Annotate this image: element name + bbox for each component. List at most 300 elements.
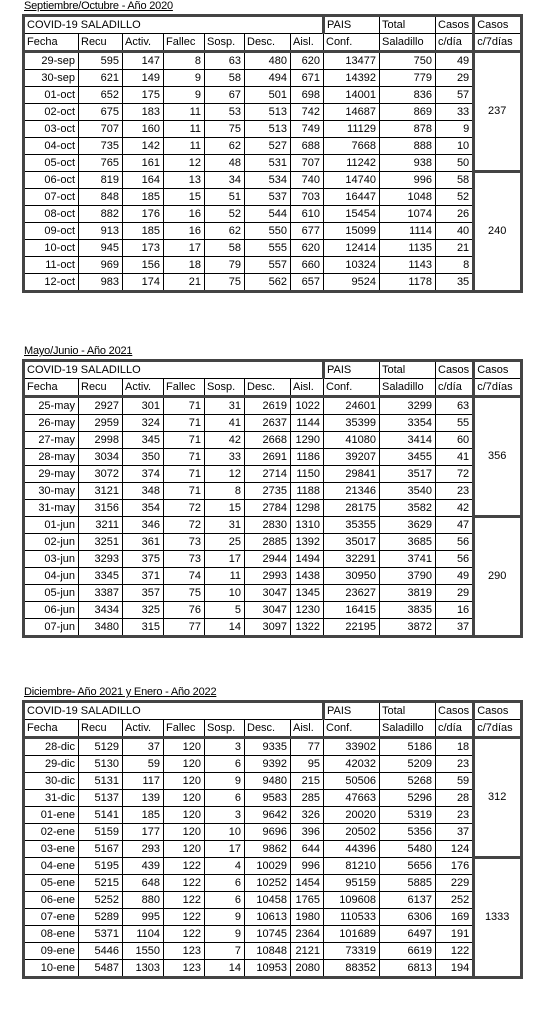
table-cell: 73319 (324, 943, 380, 960)
table-cell: 58 (205, 70, 245, 87)
table-cell: 293 (123, 841, 164, 858)
table-cell: 869 (380, 104, 436, 121)
table-cell: 122 (164, 858, 205, 875)
table-cell: 3455 (380, 449, 436, 466)
column-header: Aisl. (291, 34, 324, 52)
table-cell: 72 (164, 500, 205, 517)
column-header: Fallec (164, 34, 205, 52)
table-cell: 25 (205, 534, 245, 551)
table-cell: 765 (79, 155, 123, 172)
table-cell: 169 (436, 909, 474, 926)
table-cell: 3 (205, 807, 245, 824)
table-cell: 59 (436, 773, 474, 790)
table-row (24, 223, 522, 240)
table-cell: 2885 (245, 534, 291, 551)
table-cell: 05-ene (24, 875, 79, 892)
column-header: Saladillo (380, 379, 436, 397)
table-row (24, 189, 522, 206)
table-cell: 76 (164, 602, 205, 619)
column-header: Recu (79, 379, 123, 397)
table-cell: 215 (291, 773, 324, 790)
table-cell: 10252 (245, 875, 291, 892)
table-cell: 779 (380, 70, 436, 87)
table-cell: 2993 (245, 568, 291, 585)
column-header: Sosp. (205, 720, 245, 738)
table-cell: 55 (436, 415, 474, 432)
table-cell: 03-oct (24, 121, 79, 138)
column-header: Desc. (245, 720, 291, 738)
table-cell: 6619 (380, 943, 436, 960)
table-cell: 10029 (245, 858, 291, 875)
table-cell: 29-may (24, 466, 79, 483)
table-cell: 120 (164, 841, 205, 858)
table-cell: 29841 (324, 466, 380, 483)
table-row (24, 449, 522, 466)
table-cell: 10953 (245, 960, 291, 978)
table-cell: 3629 (380, 517, 436, 534)
column-header: c/día (436, 379, 474, 397)
table-cell: 15454 (324, 206, 380, 223)
table-cell: 08-ene (24, 926, 79, 943)
table-cell: 494 (245, 70, 291, 87)
table-cell: 354 (123, 500, 164, 517)
table-cell: 41 (436, 449, 474, 466)
table-row (24, 274, 522, 292)
table-cell: 5129 (79, 738, 123, 756)
table-cell: 1186 (291, 449, 324, 466)
table-cell: 671 (291, 70, 324, 87)
table-cell: 3741 (380, 551, 436, 568)
table-cell: 01-oct (24, 87, 79, 104)
table-cell: 35355 (324, 517, 380, 534)
column-header: Activ. (123, 34, 164, 52)
table-cell: 75 (164, 585, 205, 602)
table-cell: 21346 (324, 483, 380, 500)
table-cell: 439 (123, 858, 164, 875)
table-cell: 10848 (245, 943, 291, 960)
table-title: COVID-19 SALADILLO (24, 16, 324, 34)
table-cell: 660 (291, 257, 324, 274)
table-cell: 9 (436, 121, 474, 138)
table-cell: 848 (79, 189, 123, 206)
table-cell: 30-sep (24, 70, 79, 87)
table-cell: 28-dic (24, 738, 79, 756)
table-cell: 5209 (380, 756, 436, 773)
table-cell: 3582 (380, 500, 436, 517)
table-cell: 5356 (380, 824, 436, 841)
column-header: Saladillo (380, 34, 436, 52)
table-cell: 2735 (245, 483, 291, 500)
table-row (24, 875, 522, 892)
header-pais: PAIS (324, 702, 380, 720)
table-cell: 176 (436, 858, 474, 875)
table-cell: 12 (164, 155, 205, 172)
table-cell: 1022 (291, 397, 324, 415)
table-cell: 9 (205, 909, 245, 926)
table-cell: 147 (123, 52, 164, 70)
table-cell: 71 (164, 432, 205, 449)
table-cell: 29-dic (24, 756, 79, 773)
covid-table (22, 14, 523, 293)
table-cell: 10613 (245, 909, 291, 926)
table-cell: 707 (291, 155, 324, 172)
table-cell: 5159 (79, 824, 123, 841)
table-cell: 71 (164, 397, 205, 415)
section-title: Septiembre/Octubre - Año 2020 (24, 0, 173, 12)
table-cell: 1303 (123, 960, 164, 978)
column-header: Sosp. (205, 34, 245, 52)
header-total: Total (380, 16, 436, 34)
table-cell: 11-oct (24, 257, 79, 274)
table-cell: 42 (436, 500, 474, 517)
table-cell: 41 (205, 415, 245, 432)
table-cell: 27-may (24, 432, 79, 449)
table-row (24, 551, 522, 568)
table-cell: 374 (123, 466, 164, 483)
table-cell: 345 (123, 432, 164, 449)
table-cell: 742 (291, 104, 324, 121)
table-cell: 17 (205, 841, 245, 858)
table-cell: 16415 (324, 602, 380, 619)
table-row (24, 943, 522, 960)
table-cell: 49 (436, 568, 474, 585)
table-cell: 1188 (291, 483, 324, 500)
table-cell: 122 (164, 909, 205, 926)
table-cell: 01-ene (24, 807, 79, 824)
table-cell: 5167 (79, 841, 123, 858)
table-cell: 3387 (79, 585, 123, 602)
table-cell: 11242 (324, 155, 380, 172)
table-cell: 501 (245, 87, 291, 104)
table-cell: 882 (79, 206, 123, 223)
table-cell: 52 (205, 206, 245, 223)
table-cell: 149 (123, 70, 164, 87)
table-cell: 1114 (380, 223, 436, 240)
table-cell: 77 (164, 619, 205, 637)
table-cell: 5446 (79, 943, 123, 960)
column-header: c/7días (474, 720, 522, 738)
table-cell: 174 (123, 274, 164, 292)
table-cell: 16 (164, 206, 205, 223)
table-title: COVID-19 SALADILLO (24, 702, 324, 720)
table-cell: 35017 (324, 534, 380, 551)
table-cell: 301 (123, 397, 164, 415)
table-cell: 1550 (123, 943, 164, 960)
table-cell: 5252 (79, 892, 123, 909)
column-header: Activ. (123, 379, 164, 397)
table-cell: 10-ene (24, 960, 79, 978)
table-cell: 08-oct (24, 206, 79, 223)
table-cell: 58 (436, 172, 474, 189)
table-cell: 05-jun (24, 585, 79, 602)
table-cell: 173 (123, 240, 164, 257)
table-cell: 5319 (380, 807, 436, 824)
table-cell: 7668 (324, 138, 380, 155)
table-cell: 120 (164, 756, 205, 773)
table-cell: 698 (291, 87, 324, 104)
table-cell: 24601 (324, 397, 380, 415)
table-cell: 183 (123, 104, 164, 121)
covid-table (22, 700, 523, 979)
table-cell: 513 (245, 104, 291, 121)
table-row (24, 619, 522, 637)
table-cell: 357 (123, 585, 164, 602)
table-cell: 06-oct (24, 172, 79, 189)
table-cell: 14001 (324, 87, 380, 104)
table-cell: 2944 (245, 551, 291, 568)
column-header: Fallec (164, 720, 205, 738)
covid-table (22, 359, 523, 638)
table-cell: 2668 (245, 432, 291, 449)
table-cell: 1143 (380, 257, 436, 274)
table-row (24, 960, 522, 978)
table-cell: 10458 (245, 892, 291, 909)
table-cell: 16 (164, 223, 205, 240)
table-cell: 5480 (380, 841, 436, 858)
column-header: Desc. (245, 379, 291, 397)
table-cell: 1438 (291, 568, 324, 585)
table-row (24, 585, 522, 602)
table-cell: 5 (205, 602, 245, 619)
table-cell: 120 (164, 807, 205, 824)
table-cell: 14392 (324, 70, 380, 87)
table-cell: 550 (245, 223, 291, 240)
table-cell: 8 (164, 52, 205, 70)
table-cell: 2830 (245, 517, 291, 534)
table-cell: 124 (436, 841, 474, 858)
table-cell: 610 (291, 206, 324, 223)
table-cell: 109608 (324, 892, 380, 909)
table-cell: 81210 (324, 858, 380, 875)
table-cell: 120 (164, 738, 205, 756)
header-row-columns (24, 379, 522, 397)
table-cell: 1230 (291, 602, 324, 619)
table-cell: 29 (436, 585, 474, 602)
table-cell: 396 (291, 824, 324, 841)
table-cell: 53 (205, 104, 245, 121)
table-cell: 2080 (291, 960, 324, 978)
table-cell: 1980 (291, 909, 324, 926)
table-cell: 11 (164, 104, 205, 121)
table-cell: 969 (79, 257, 123, 274)
column-header: c/7días (474, 34, 522, 52)
header-casos: Casos (436, 361, 474, 379)
table-cell: 120 (164, 824, 205, 841)
table-cell: 03-ene (24, 841, 79, 858)
table-cell: 122 (164, 875, 205, 892)
table-cell: 123 (164, 960, 205, 978)
table-cell: 10 (205, 824, 245, 841)
table-cell: 02-jun (24, 534, 79, 551)
table-cell: 56 (436, 551, 474, 568)
table-cell: 71 (164, 415, 205, 432)
header-casos: Casos (436, 702, 474, 720)
table-row (24, 790, 522, 807)
table-cell: 620 (291, 52, 324, 70)
table-cell: 75 (205, 121, 245, 138)
table-cell: 14 (205, 960, 245, 978)
table-cell: 31-dic (24, 790, 79, 807)
table-cell: 749 (291, 121, 324, 138)
table-cell: 09-oct (24, 223, 79, 240)
table-cell: 72 (436, 466, 474, 483)
table-cell: 621 (79, 70, 123, 87)
table-cell: 31-may (24, 500, 79, 517)
table-cell: 348 (123, 483, 164, 500)
table-cell: 5487 (79, 960, 123, 978)
table-cell: 5885 (380, 875, 436, 892)
table-cell: 161 (123, 155, 164, 172)
table-cell: 16 (436, 602, 474, 619)
table-cell: 9 (164, 87, 205, 104)
table-cell: 15099 (324, 223, 380, 240)
table-cell: 375 (123, 551, 164, 568)
table-cell: 836 (380, 87, 436, 104)
table-cell: 6 (205, 875, 245, 892)
table-cell: 3540 (380, 483, 436, 500)
table-cell: 07-jun (24, 619, 79, 637)
table-cell: 9 (205, 926, 245, 943)
table-cell: 122 (164, 926, 205, 943)
table-cell: 04-oct (24, 138, 79, 155)
table-cell: 3251 (79, 534, 123, 551)
table-row (24, 121, 522, 138)
table-cell: 33 (436, 104, 474, 121)
table-cell: 12414 (324, 240, 380, 257)
table-cell: 23 (436, 483, 474, 500)
table-cell: 123 (164, 943, 205, 960)
table-cell: 35399 (324, 415, 380, 432)
table-cell: 1392 (291, 534, 324, 551)
table-cell: 983 (79, 274, 123, 292)
table-cell: 3480 (79, 619, 123, 637)
table-cell: 60 (436, 432, 474, 449)
table-cell: 557 (245, 257, 291, 274)
table-cell: 34 (205, 172, 245, 189)
table-cell: 62 (205, 223, 245, 240)
table-cell: 21 (436, 240, 474, 257)
table-cell: 3072 (79, 466, 123, 483)
table-cell: 325 (123, 602, 164, 619)
table-cell: 11 (164, 138, 205, 155)
table-cell: 9642 (245, 807, 291, 824)
table-cell: 9480 (245, 773, 291, 790)
table-cell: 73 (164, 534, 205, 551)
column-header: Fecha (24, 379, 79, 397)
table-cell: 3034 (79, 449, 123, 466)
table-cell: 1322 (291, 619, 324, 637)
table-cell: 20020 (324, 807, 380, 824)
table-cell: 22195 (324, 619, 380, 637)
table-row (24, 206, 522, 223)
table-cell: 14740 (324, 172, 380, 189)
table-cell: 9524 (324, 274, 380, 292)
table-row (24, 841, 522, 858)
table-cell: 185 (123, 807, 164, 824)
table-row (24, 773, 522, 790)
table-cell: 4 (205, 858, 245, 875)
table-cell: 14 (205, 619, 245, 637)
table-cell: 29-sep (24, 52, 79, 70)
table-cell: 480 (245, 52, 291, 70)
table-cell: 5137 (79, 790, 123, 807)
weekly-cases-cell: 356 (474, 397, 522, 517)
table-cell: 07-oct (24, 189, 79, 206)
table-cell: 40 (436, 223, 474, 240)
table-cell: 33 (205, 449, 245, 466)
column-header: Aisl. (291, 379, 324, 397)
table-cell: 6 (205, 790, 245, 807)
table-cell: 49 (436, 52, 474, 70)
table-cell: 13477 (324, 52, 380, 70)
section-title: Diciembre- Año 2021 y Enero - Año 2022 (24, 686, 217, 698)
table-cell: 285 (291, 790, 324, 807)
table-cell: 28175 (324, 500, 380, 517)
column-header: c/7días (474, 379, 522, 397)
table-cell: 2784 (245, 500, 291, 517)
table-cell: 252 (436, 892, 474, 909)
table-cell: 3819 (380, 585, 436, 602)
table-cell: 07-ene (24, 909, 79, 926)
table-cell: 1765 (291, 892, 324, 909)
table-cell: 5141 (79, 807, 123, 824)
table-cell: 25-may (24, 397, 79, 415)
column-header: Conf. (324, 34, 380, 52)
header-row-top (24, 361, 522, 379)
table-cell: 120 (164, 790, 205, 807)
table-cell: 28 (436, 790, 474, 807)
table-cell: 657 (291, 274, 324, 292)
table-row (24, 517, 522, 534)
table-cell: 52 (436, 189, 474, 206)
table-cell: 185 (123, 189, 164, 206)
table-cell: 3872 (380, 619, 436, 637)
table-cell: 23 (436, 756, 474, 773)
table-cell: 544 (245, 206, 291, 223)
table-row (24, 415, 522, 432)
table-cell: 1074 (380, 206, 436, 223)
table-cell: 88352 (324, 960, 380, 978)
table-cell: 12 (205, 466, 245, 483)
table-row (24, 52, 522, 70)
table-cell: 17 (164, 240, 205, 257)
table-cell: 41080 (324, 432, 380, 449)
table-cell: 77 (291, 738, 324, 756)
table-cell: 562 (245, 274, 291, 292)
table-cell: 996 (291, 858, 324, 875)
table-row (24, 602, 522, 619)
column-header: Sosp. (205, 379, 245, 397)
table-cell: 6 (205, 756, 245, 773)
table-cell: 30950 (324, 568, 380, 585)
table-cell: 677 (291, 223, 324, 240)
table-cell: 33902 (324, 738, 380, 756)
table-cell: 880 (123, 892, 164, 909)
header-casos-weekly: Casos (474, 702, 522, 720)
column-header: Desc. (245, 34, 291, 52)
table-cell: 15 (205, 500, 245, 517)
table-cell: 9862 (245, 841, 291, 858)
table-cell: 18 (436, 738, 474, 756)
table-cell: 913 (79, 223, 123, 240)
table-row (24, 240, 522, 257)
table-cell: 06-jun (24, 602, 79, 619)
table-cell: 350 (123, 449, 164, 466)
header-row-top (24, 702, 522, 720)
table-cell: 35 (436, 274, 474, 292)
table-cell: 42032 (324, 756, 380, 773)
table-row (24, 909, 522, 926)
